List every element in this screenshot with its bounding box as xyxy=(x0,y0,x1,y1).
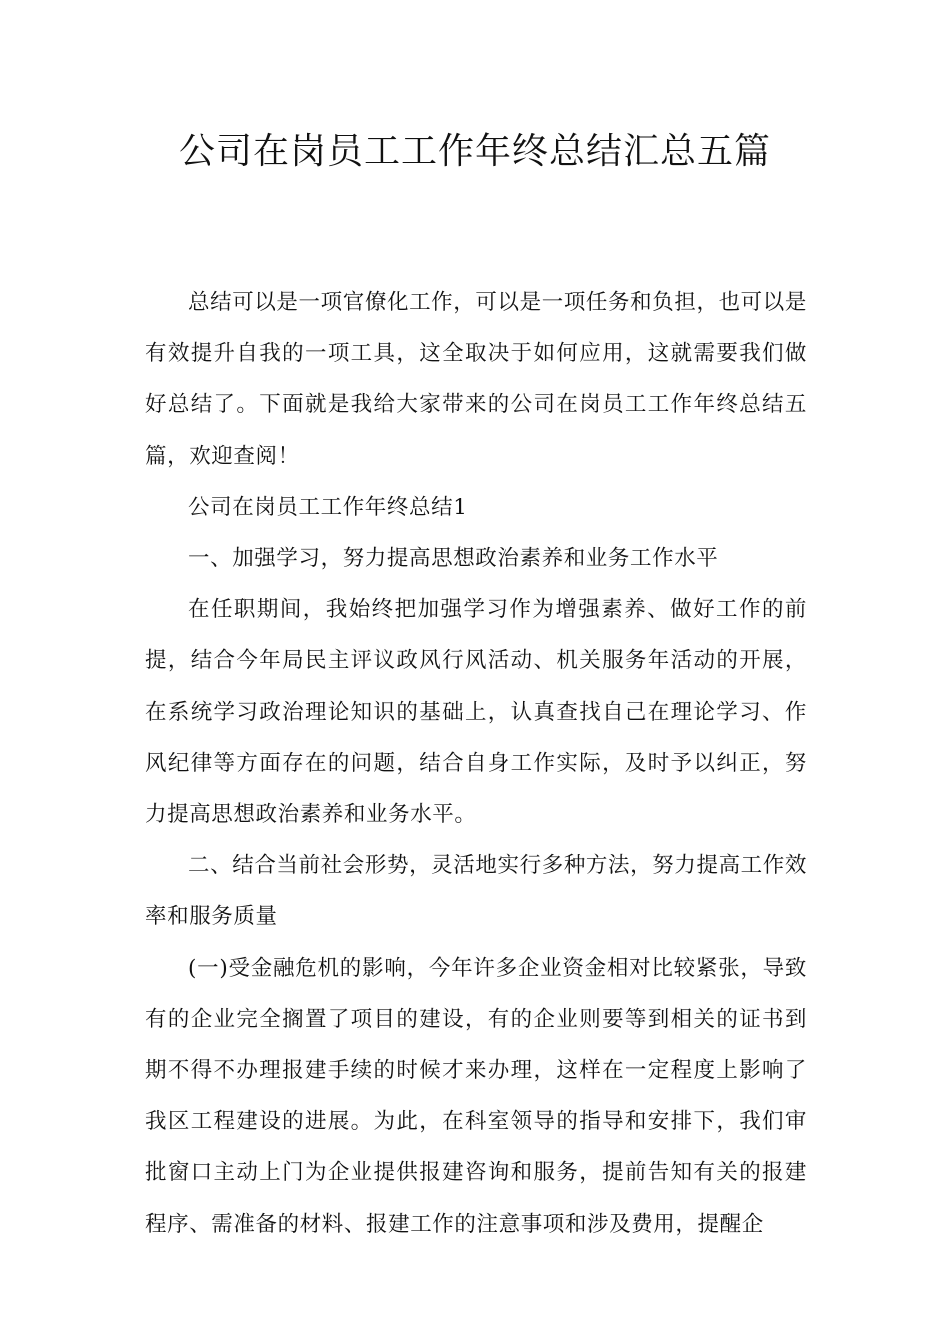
document-title: 公司在岗员工工作年终总结汇总五篇 xyxy=(178,131,771,172)
document-body xyxy=(145,277,807,1250)
body-paragraph: 在任职期间，我始终把加强学习作为增强素养、做好工作的前提，结合今年局民主评议政风行风活动、机关服务年活动的开展，在系统学习政治理论知识的基础上，认真查找自己在理论学习、作风纪律等方面存在的问题，结合自身工作实际，及时予以纠正，努力提高思想政治素养和业务水平。 xyxy=(145,597,807,828)
subsection-heading-2: 二、结合当前社会形势，灵活地实行多种方法，努力提高工作效率和服务质量 xyxy=(145,853,807,930)
intro-paragraph: 总结可以是一项官僚化工作，可以是一项任务和负担，也可以是有效提升自我的一项工具，这全取决于如何应用，这就需要我们做好总结了。下面就是我给大家带来的公司在岗员工工作年终总结五篇，欢迎查阅！ xyxy=(145,290,807,469)
body-paragraph: (一)受金融危机的影响，今年许多企业资金相对比较紧张，导致有的企业完全搁置了项目的建设，有的企业则要等到相关的证书到期不得不办理报建手续的时候才来办理，这样在一定程度上影响了我区工程建设的进展。为此，在科室领导的指导和安排下，我们审批窗口主动上门为企业提供报建咨询和服务，提前告知有关的报建程序、需准备的材料、报建工作的注意事项和涉及费用，提醒企 xyxy=(145,955,807,1237)
section-title: 公司在岗员工工作年终总结1 xyxy=(188,494,468,520)
subsection-heading-1: 一、加强学习，努力提高思想政治素养和业务工作水平 xyxy=(188,546,719,572)
